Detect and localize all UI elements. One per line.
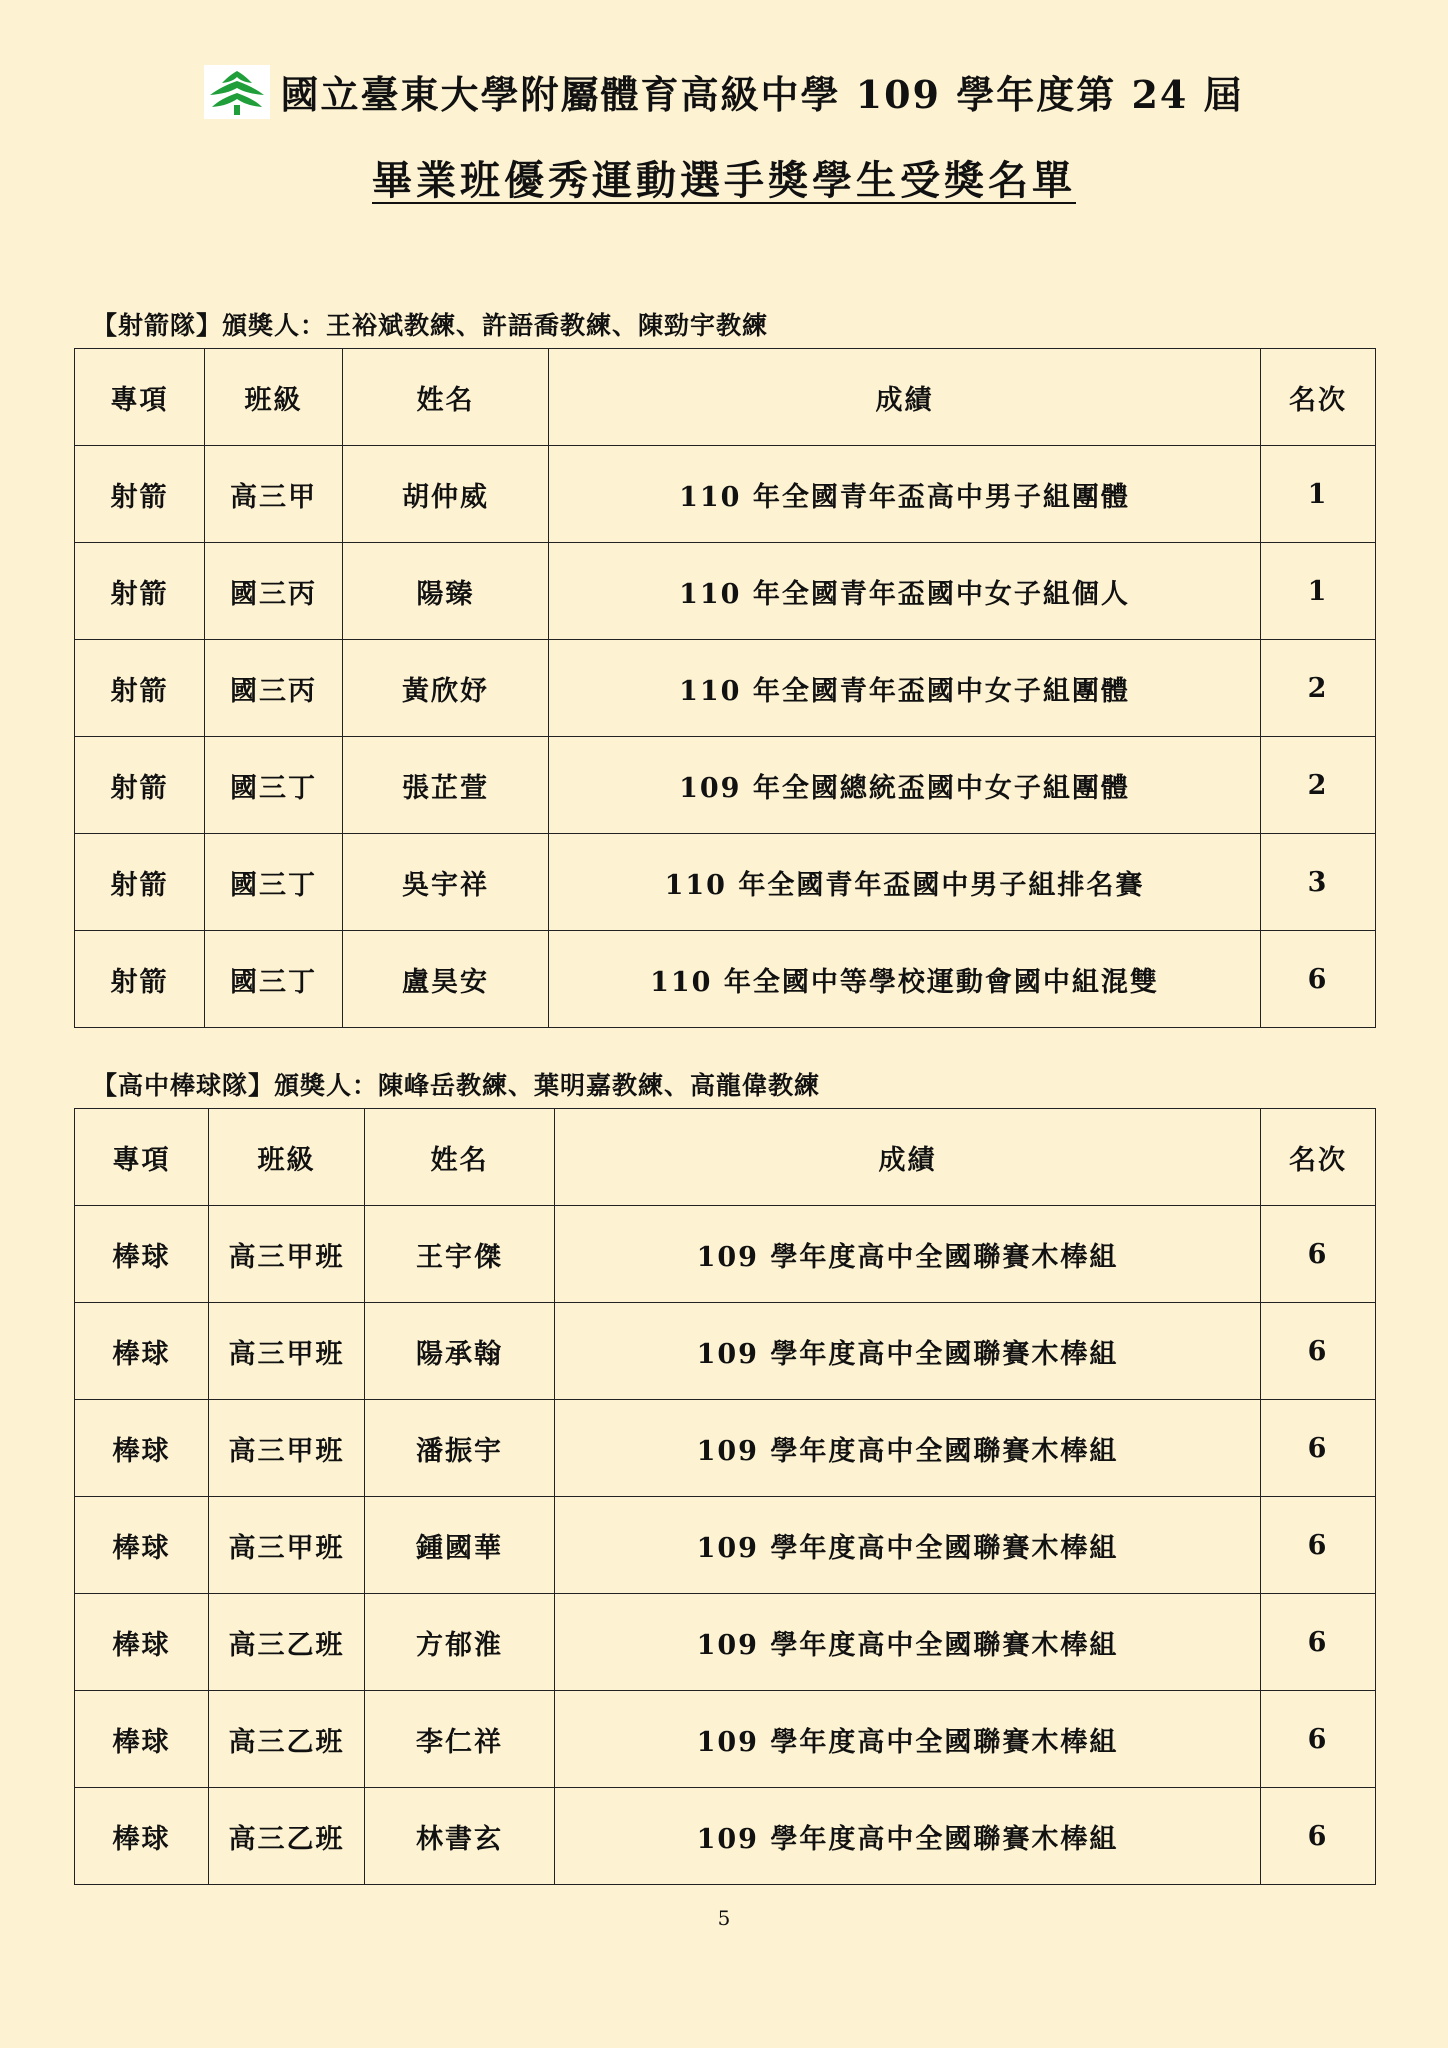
cell-result: 109 學年度高中全國聯賽木棒組 [555,1788,1261,1885]
column-header-rank: 名次 [1261,1109,1376,1206]
title-line1-row [204,64,1243,119]
cell-result: 110 年全國中等學校運動會國中組混雙 [549,931,1261,1028]
cell-rank: 1 [1261,543,1376,640]
archery-section-label: 【射箭隊】頒獎人：王裕斌教練、許語喬教練、陳勁宇教練 [92,311,769,340]
page-number: 5 [717,1906,731,1930]
cell-sport: 射箭 [75,834,205,931]
table-row [75,543,1376,640]
cell-rank: 2 [1261,640,1376,737]
title-line2: 畢業班優秀運動選手獎學生受獎名單 [372,156,1076,204]
table-row [75,1788,1376,1885]
cell-rank: 6 [1261,1400,1376,1497]
table-row [75,1206,1376,1303]
title-line1: 國立臺東大學附屬體育高級中學 109 學年度第 24 屆 [280,72,1244,117]
table-row [75,1303,1376,1400]
cell-result: 109 學年度高中全國聯賽木棒組 [555,1497,1261,1594]
cell-class: 高三甲班 [209,1497,365,1594]
table-row [75,834,1376,931]
cell-name: 王宇傑 [365,1206,555,1303]
table-header-row [75,1109,1376,1206]
cell-class: 國三丙 [205,640,343,737]
table-row [75,1691,1376,1788]
cell-sport: 射箭 [75,543,205,640]
cell-result: 110 年全國青年盃國中男子組排名賽 [549,834,1261,931]
cell-result: 109 學年度高中全國聯賽木棒組 [555,1594,1261,1691]
baseball-section-label: 【高中棒球隊】頒獎人：陳峰岳教練、葉明嘉教練、高龍偉教練 [92,1071,821,1100]
cell-result: 109 學年度高中全國聯賽木棒組 [555,1691,1261,1788]
cell-rank: 6 [1261,1303,1376,1400]
table-row [75,1400,1376,1497]
cell-sport: 棒球 [75,1594,209,1691]
cell-result: 109 年全國總統盃國中女子組團體 [549,737,1261,834]
cell-rank: 6 [1261,1788,1376,1885]
cell-result: 110 年全國青年盃國中女子組團體 [549,640,1261,737]
cell-sport: 棒球 [75,1497,209,1594]
cell-rank: 2 [1261,737,1376,834]
column-header-result: 成績 [555,1109,1261,1206]
cell-name: 陽臻 [343,543,549,640]
table-row [75,1497,1376,1594]
cell-sport: 射箭 [75,446,205,543]
table-row [75,931,1376,1028]
cell-class: 國三丁 [205,834,343,931]
cell-sport: 棒球 [75,1400,209,1497]
cell-name: 潘振宇 [365,1400,555,1497]
cell-rank: 1 [1261,446,1376,543]
column-header-name: 姓名 [365,1109,555,1206]
column-header-name: 姓名 [343,349,549,446]
column-header-result: 成績 [549,349,1261,446]
cell-class: 高三乙班 [209,1788,365,1885]
cell-rank: 6 [1261,1206,1376,1303]
table-row [75,446,1376,543]
cell-name: 方郁淮 [365,1594,555,1691]
cell-name: 林書玄 [365,1788,555,1885]
cell-sport: 棒球 [75,1303,209,1400]
cell-rank: 6 [1261,1497,1376,1594]
cell-name: 盧昊安 [343,931,549,1028]
cell-name: 李仁祥 [365,1691,555,1788]
cell-name: 吳宇祥 [343,834,549,931]
cell-result: 109 學年度高中全國聯賽木棒組 [555,1400,1261,1497]
cell-class: 高三乙班 [209,1691,365,1788]
cell-name: 胡仲威 [343,446,549,543]
cell-class: 高三甲班 [209,1206,365,1303]
table-row [75,1594,1376,1691]
baseball-table [74,1108,1376,1885]
cell-class: 高三乙班 [209,1594,365,1691]
cell-name: 鍾國華 [365,1497,555,1594]
cell-rank: 3 [1261,834,1376,931]
table-row [75,737,1376,834]
cell-sport: 棒球 [75,1691,209,1788]
cell-result: 109 學年度高中全國聯賽木棒組 [555,1303,1261,1400]
cell-name: 黃欣妤 [343,640,549,737]
table-header-row [75,349,1376,446]
cell-class: 高三甲 [205,446,343,543]
cell-sport: 射箭 [75,640,205,737]
column-header-rank: 名次 [1261,349,1376,446]
cell-class: 高三甲班 [209,1303,365,1400]
archery-table [74,348,1376,1028]
cell-rank: 6 [1261,1594,1376,1691]
document-header [0,64,1448,206]
cell-sport: 棒球 [75,1788,209,1885]
column-header-class: 班級 [205,349,343,446]
cell-class: 國三丙 [205,543,343,640]
table-row [75,640,1376,737]
cell-sport: 射箭 [75,737,205,834]
cell-rank: 6 [1261,931,1376,1028]
cell-class: 國三丁 [205,737,343,834]
cell-result: 110 年全國青年盃高中男子組團體 [549,446,1261,543]
cell-class: 國三丁 [205,931,343,1028]
cell-sport: 射箭 [75,931,205,1028]
cell-class: 高三甲班 [209,1400,365,1497]
cell-result: 110 年全國青年盃國中女子組個人 [549,543,1261,640]
cell-name: 陽承翰 [365,1303,555,1400]
column-header-class: 班級 [209,1109,365,1206]
cell-result: 109 學年度高中全國聯賽木棒組 [555,1206,1261,1303]
column-header-sport: 專項 [75,349,205,446]
school-logo-icon [204,65,270,119]
cell-sport: 棒球 [75,1206,209,1303]
column-header-sport: 專項 [75,1109,209,1206]
cell-name: 張芷萱 [343,737,549,834]
cell-rank: 6 [1261,1691,1376,1788]
